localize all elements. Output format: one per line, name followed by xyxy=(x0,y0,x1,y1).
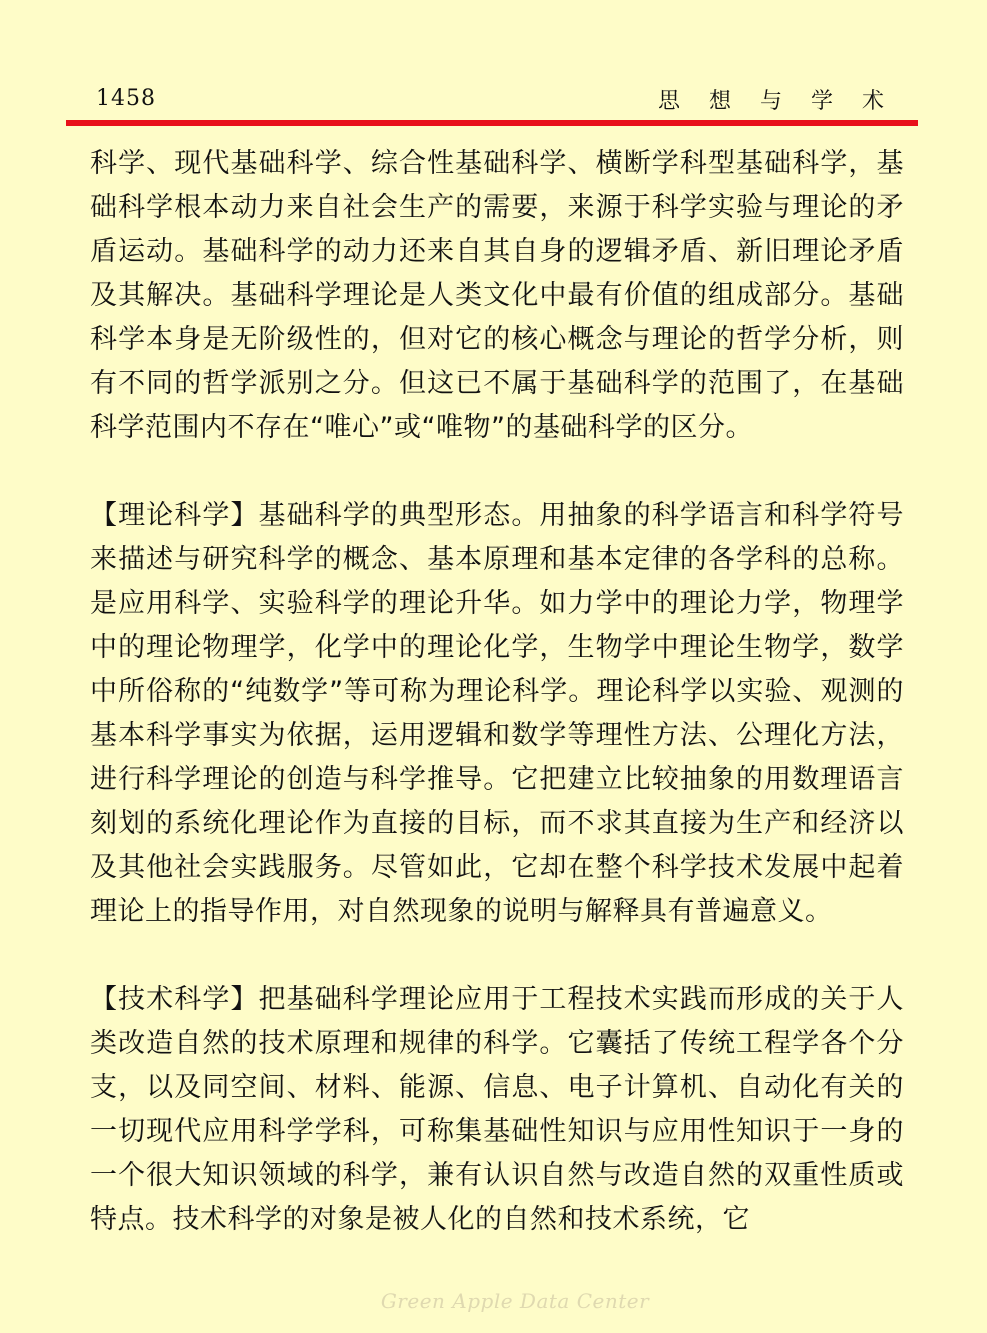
page-number: 1458 xyxy=(96,86,156,111)
paragraph-gap xyxy=(90,450,904,494)
page-header xyxy=(0,0,987,130)
paragraph-theoretical-science: 【理论科学】基础科学的典型形态。用抽象的科学语言和科学符号来描述与研究科学的概念、基本原理和基本定律的各学科的总称。是应用科学、实验科学的理论升华。如力学中的理论力学，物理学中的理论物理学，化学中的理论化学，生物学中理论生物学，数学中所俗称的“纯数学”等可称为理论科学。理论科学以实验、观测的基本科学事实为依据，运用逻辑和数学等理性方法、公理化方法，进行科学理论的创造与科学推导。它把建立比较抽象的用数理语言刻划的系统化理论作为直接的目标，而不求其直接为生产和经济以及其他社会实践服务。尽管如此，它却在整个科学技术发展中起着理论上的指导作用，对自然现象的说明与解释具有普遍意义。 xyxy=(90,500,904,927)
paragraph-technical-science: 【技术科学】把基础科学理论应用于工程技术实践而形成的关于人类改造自然的技术原理和规律的科学。它囊括了传统工程学各个分支，以及同空间、材料、能源、信息、电子计算机、自动化有关的一切现代应用科学学科，可称集基础性知识与应用性知识于一身的一个很大知识领域的科学，兼有认识自然与改造自然的双重性质或特点。技术科学的对象是被人化的自然和技术系统，它 xyxy=(90,984,904,1235)
paragraph-gap xyxy=(90,934,904,978)
running-title: 思 想 与 学 术 xyxy=(658,89,895,114)
body-text xyxy=(90,142,904,1242)
footer-watermark: Green Apple Data Center xyxy=(380,1289,650,1313)
paragraph-basic-science: 科学、现代基础科学、综合性基础科学、横断学科型基础科学，基础科学根本动力来自社会生产的需要，来源于科学实验与理论的矛盾运动。基础科学的动力还来自其自身的逻辑矛盾、新旧理论矛盾及其解决。基础科学理论是人类文化中最有价值的组成部分。基础科学本身是无阶级性的，但对它的核心概念与理论的哲学分析，则有不同的哲学派别之分。但这已不属于基础科学的范围了，在基础科学范围内不存在“唯心”或“唯物”的基础科学的区分。 xyxy=(90,148,904,443)
header-rule xyxy=(66,120,918,126)
